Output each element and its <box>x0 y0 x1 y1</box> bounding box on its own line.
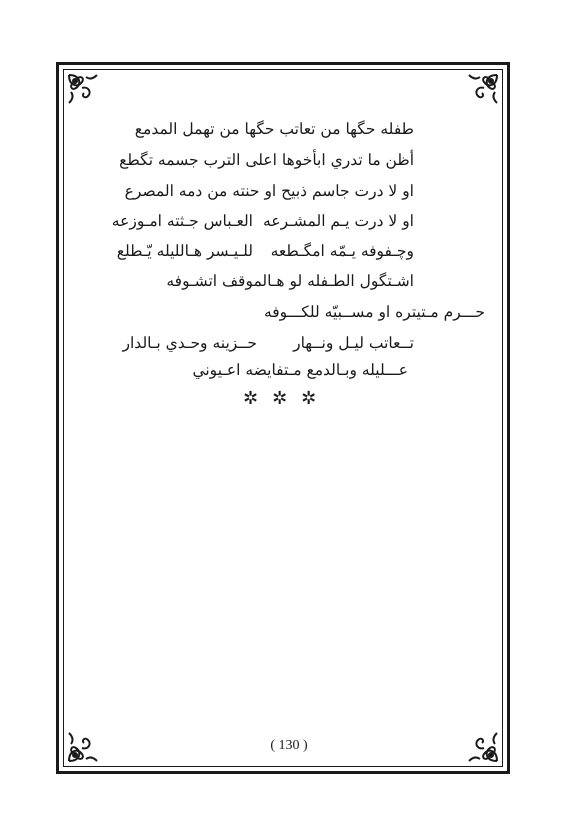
page-number: ( 130 ) <box>270 738 308 753</box>
poem-line: طفله حگها من تعاتب حگها من تهمل المدمع <box>134 120 414 138</box>
section-divider-stars: ✲✲✲ <box>243 388 331 409</box>
poem-line: اشـتگول الطـفله لو هـالموقف اتشـوفه <box>166 272 414 290</box>
poem-line: حـــرم مـتيتره او مســبيّه للكـــوفه <box>263 303 485 321</box>
poem-line: أظن ما تدري ابأخوها اعلى الترب جسمه تگطع <box>119 151 414 169</box>
poem-hemistich-left: حــزينه وحـدي بـالدار <box>122 334 257 352</box>
poem-hemistich-right: وچـفوفه يـمّه امگـطعه <box>270 242 414 260</box>
poem-body <box>80 0 485 833</box>
poem-hemistich-right: تــعاتب ليـل ونــهار <box>293 334 414 352</box>
poem-hemistich-left: العـباس جـثته امـوزعه <box>111 212 253 230</box>
poem-hemistich-left: للـيـسر هـالليله يّـطلع <box>116 242 253 260</box>
poem-line: عـــليله وبـالدمع مـتفايضه اعـيوني <box>192 361 408 379</box>
poem-hemistich-right: او لا درت يـم المشـرعه <box>263 212 414 230</box>
poem-line: او لا درت جاسم ذبيح او حنته من دمه المصرع <box>124 182 414 200</box>
